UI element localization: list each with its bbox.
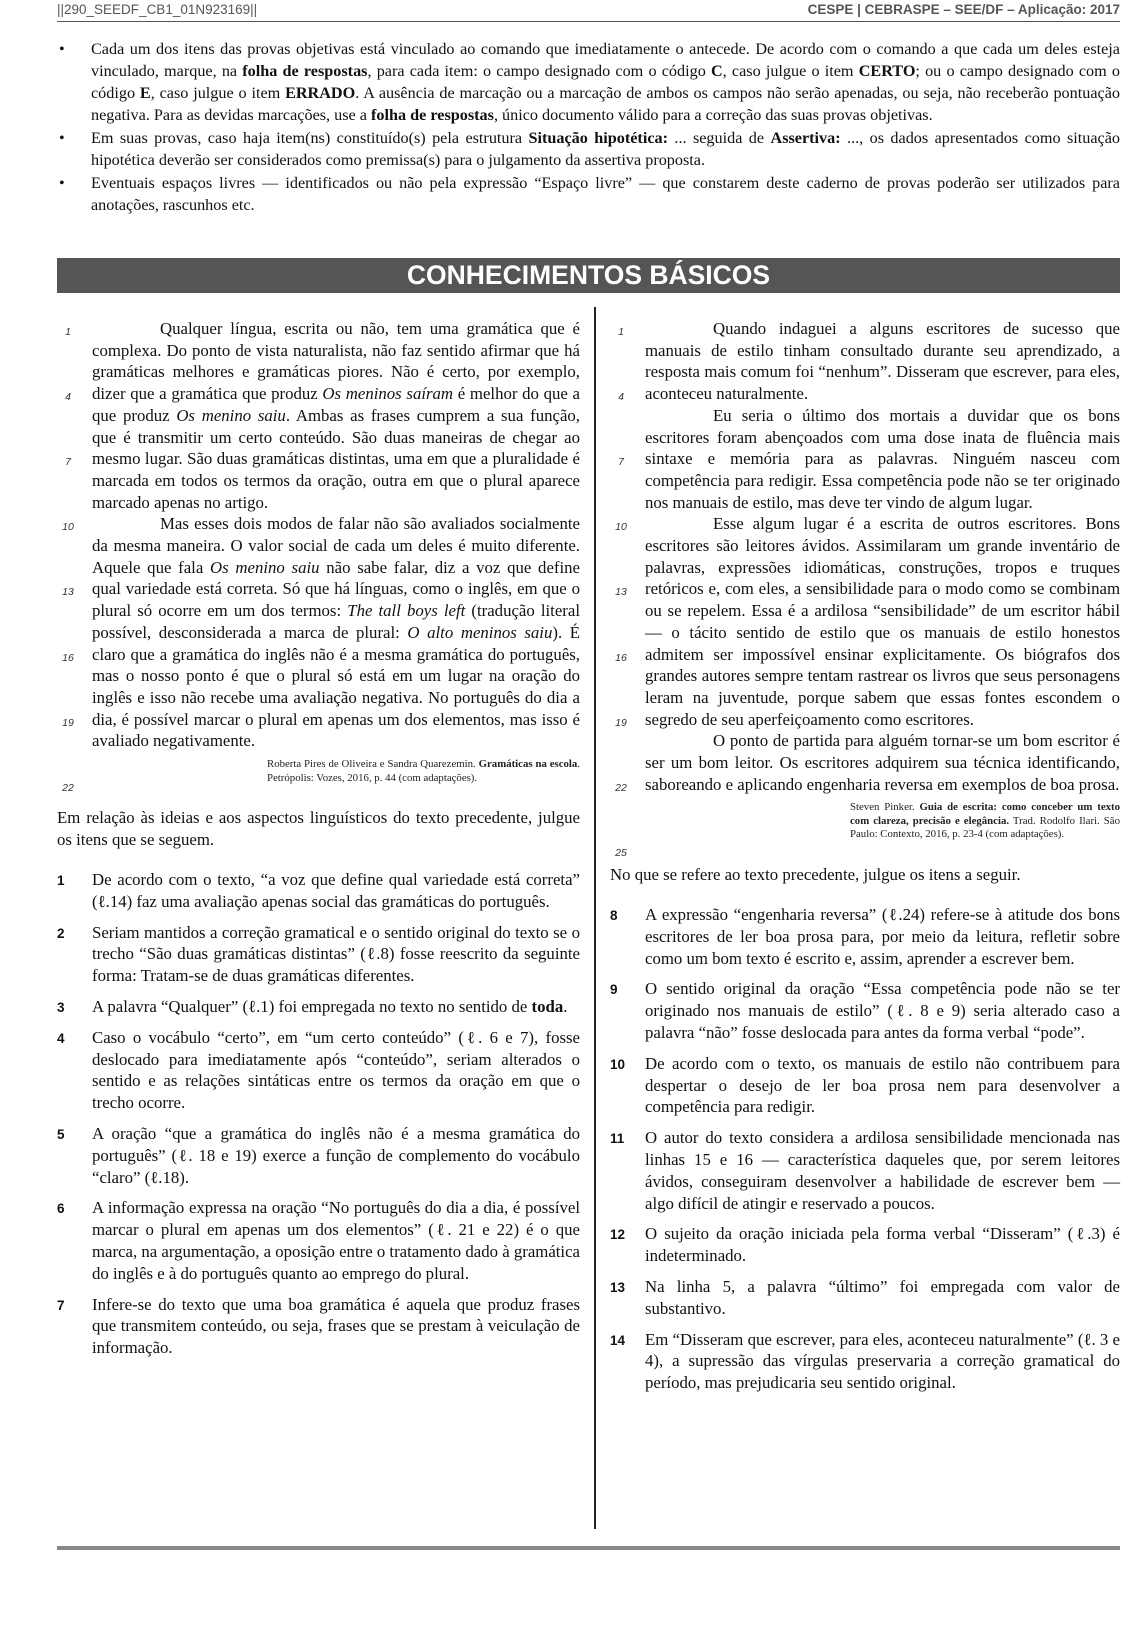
- text-run: O sujeito da oração iniciada pela forma verbal “Disseram” (ℓ.3) é indeterminado.: [645, 1224, 1120, 1266]
- text-source-1: [267, 758, 580, 785]
- text-paragraph: [92, 513, 580, 752]
- left-column: [57, 318, 580, 1368]
- line-number: 1: [65, 326, 71, 338]
- text-run: , caso julgue o item: [150, 84, 286, 102]
- line-number: 25: [615, 846, 627, 859]
- text-run: Em “Disseram que escrever, para eles, aconteceu naturalmente” (ℓ. 3 e 4), a supressão das vírgulas preservaria a correção gramatical do período, mas prejudicaria seu sentido original.: [645, 1329, 1120, 1393]
- item-number: 1: [57, 873, 65, 889]
- text-run: The tall boys left: [347, 601, 466, 621]
- question-items-2: [610, 904, 1120, 1394]
- bottom-rule: [57, 1546, 1120, 1550]
- text-run: . Ambas as frases cumprem a sua função, que é transmitir um certo conteúdo. São duas maneiras de chegar ao mesmo lugar. São duas gramáticas distintas, uma em que a pluralidade é marcada em todos os termos da oração, outra em que o plural aparece marcado apenas no artigo.: [92, 405, 580, 512]
- item-number: 5: [57, 1127, 65, 1143]
- line-number: 13: [615, 586, 627, 599]
- text-run: Esse algum lugar é a escrita de outros escritores. Bons escritores são leitores ávidos. Assimilaram um grande inventário de palavras, expressões idiomáticas, construções, tropos e truques retóricos e, com eles, a sensibilidade para o modo como se combinam ou se repelem. Essa é a ardilosa “sensibilidade” de um escritor hábil — o tácito sentido de estilo que os manuais de estilo honestos admitem ser impossível ensinar explicitamente. Os biógrafos dos grandes autores sempre tentam rastrear os livros que seus personagens leram na juventude, porque sabem que essas fontes escondem o segredo de seu aperfeiçoamento como escritores.: [645, 514, 1120, 729]
- text-run: , único documento válido para a correção das suas provas objetivas.: [493, 106, 933, 124]
- text-run: Os menino saiu: [176, 405, 286, 425]
- question-item: [610, 978, 1120, 1043]
- line-number: 19: [62, 716, 74, 729]
- text-run: não sabe falar, diz a voz que define qual variedade está correta. Só que há línguas, como o inglês, em que o plural só ocorre em um dos termos:: [92, 557, 580, 621]
- item-number: 4: [57, 1030, 65, 1046]
- text-run: O autor do texto considera a ardilosa sensibilidade mencionada nas linhas 15 e 16 — característica daqueles que, por serem leitores ávidos, conseguiram desenvolver a habilidade de escrever bem — algo difícil de atingir e reservado a poucos.: [645, 1128, 1120, 1213]
- text-paragraph: [645, 513, 1120, 730]
- question-prompt-1: Em relação às ideias e aos aspectos linguísticos do texto precedente, julgue os itens que se seguem.: [57, 808, 580, 850]
- text-run: . Petrópolis: Vozes, 2016, p. 44 (com adaptações).: [267, 758, 580, 784]
- text-run: ... seguida de: [668, 129, 771, 147]
- text-run: Os menino saiu: [210, 557, 320, 577]
- text-run: De acordo com o texto, “a voz que define qual variedade está correta” (ℓ.14) faz uma avaliação apenas social das gramáticas do português.: [92, 870, 580, 911]
- text-run: Eventuais espaços livres — identificados ou não pela expressão “Espaço livre” — que constarem deste caderno de provas poderão ser utilizados para anotações, rascunhos etc.: [91, 174, 1120, 214]
- item-number: 8: [610, 907, 618, 923]
- text-run: , caso julgue o item: [722, 62, 859, 80]
- text-run: ; ou o campo designado com o código: [91, 62, 1120, 102]
- instruction-item: [57, 172, 1120, 216]
- item-number: 14: [610, 1332, 626, 1348]
- line-number: 10: [615, 521, 627, 534]
- line-number: 16: [615, 651, 627, 664]
- text-run: O ponto de partida para alguém tornar-se um bom escritor é ser um bom leitor. Os escritores adquirem sua técnica identificando, saboreando e aplicando engenharia reversa em exemplos de boa prosa.: [645, 731, 1120, 794]
- line-number: 4: [65, 391, 71, 404]
- text-run: Caso o vocábulo “certo”, em “um certo conteúdo” (ℓ. 6 e 7), fosse deslocado para imediatamente após “conteúdo”, seriam alterados o sentido e as relações sintáticas entre os termos da oração em que o trecho ocorre.: [92, 1027, 580, 1113]
- item-number: 6: [57, 1201, 65, 1217]
- question-item: [57, 996, 580, 1018]
- question-item: [610, 1127, 1120, 1214]
- text-run: A expressão “engenharia reversa” (ℓ.24) refere-se à atitude dos bons escritores de ler boa prosa para, por meio da leitura, refletir sobre como um bom texto é escrito e, assim, aprender a escrever bem.: [645, 904, 1120, 968]
- text-run: Cada um dos itens das provas objetivas está vinculado ao comando que imediatamente o antecede. De acordo com o comando a que cada um deles esteja vinculado, marque, na: [91, 40, 1120, 80]
- item-number: 9: [610, 982, 618, 998]
- question-item: [610, 904, 1120, 969]
- text-run: toda: [531, 997, 564, 1017]
- text-paragraph: [645, 730, 1120, 795]
- instruction-item: [57, 38, 1120, 126]
- right-column: [610, 318, 1120, 1403]
- text-run: A informação expressa na oração “No português do dia a dia, é possível marcar o plural em apenas um dos elementos” (ℓ. 21 e 22) é o que marca, na argumentação, a oposição entre o tratamento dado à gramática do inglês e à do português quanto ao emprego do plural.: [92, 1198, 580, 1283]
- exam-title: CESPE | CEBRASPE – SEE/DF – Aplicação: 2017: [807, 2, 1120, 17]
- text-run: folha de respostas: [371, 106, 494, 124]
- text-run: O alto meninos saiu: [407, 622, 553, 642]
- column-divider: [594, 307, 596, 1529]
- text-run: Assertiva:: [770, 129, 841, 147]
- text-run: Steven Pinker.: [850, 801, 920, 814]
- text-source-2: [850, 801, 1120, 842]
- text-run: é melhor do que a que produz: [92, 384, 581, 425]
- text-run: Roberta Pires de Oliveira e Sandra Quarezemin.: [267, 758, 479, 771]
- text-run: ..., os dados apresentados como situação hipotética deverão ser considerados como premissa(s) para o julgamento da assertiva proposta.: [91, 129, 1121, 169]
- text-run: Guia de escrita: como conceber um texto com clareza, precisão e elegância.: [850, 801, 1120, 827]
- text-run: Em suas provas, caso haja item(ns) constituído(s) pela estrutura: [91, 129, 529, 147]
- text-run: . A ausência de marcação ou a marcação de ambos os campos não serão apenadas, ou seja, não receberão pontuação negativa. Para as devidas marcações, use a: [91, 84, 1120, 124]
- text-run: Seriam mantidos a correção gramatical e o sentido original do texto se o trecho “São duas gramáticas distintas” (ℓ.8) fosse reescrito da seguinte forma: Tratam-se de duas gramáticas diferentes.: [92, 922, 580, 986]
- text-run: Infere-se do texto que uma boa gramática é aquela que produz frases que transmitem conteúdo, ou seja, frases que se prestam à veiculação de informação.: [92, 1294, 580, 1358]
- line-number: 22: [615, 781, 627, 794]
- question-item: [57, 1294, 580, 1359]
- text-paragraph: [645, 405, 1120, 514]
- text-run: De acordo com o texto, os manuais de estilo não contribuem para despertar o desejo de ler boa prosa nem para desenvolver a competência para redigir.: [645, 1053, 1120, 1117]
- line-number: 10: [62, 521, 74, 534]
- line-number: 1: [618, 326, 624, 338]
- text-run: O sentido original da oração “Essa competência pode não se ter originado nos manuais de estilo” (ℓ. 8 e 9) seria alterado caso a palavra “não” fosse deslocada para antes da forma verbal “pode”.: [645, 979, 1120, 1042]
- item-number: 7: [57, 1297, 65, 1313]
- line-number: 16: [62, 651, 74, 664]
- item-number: 13: [610, 1279, 626, 1295]
- item-number: 10: [610, 1056, 626, 1072]
- text-run: C: [710, 62, 723, 80]
- text-paragraph: [645, 318, 1120, 405]
- question-item: [57, 869, 580, 913]
- question-item: [610, 1053, 1120, 1118]
- line-number: 7: [618, 456, 624, 469]
- line-number: 7: [65, 456, 71, 469]
- question-prompt-2: No que se refere ao texto precedente, julgue os itens a seguir.: [610, 864, 1021, 884]
- question-item: [57, 1123, 580, 1188]
- text-run: (tradução literal possível, desconsiderada a marca de plural:: [92, 601, 580, 642]
- text-run: E: [139, 84, 151, 102]
- page-header: [57, 0, 1120, 22]
- question-item: [610, 1329, 1120, 1394]
- text-run: Gramáticas na escola: [478, 758, 578, 771]
- text-run: A oração “que a gramática do inglês não é a mesma gramática do português” (ℓ. 18 e 19) exerce a função de complemento do vocábulo “claro” (ℓ.18).: [92, 1124, 580, 1187]
- text-run: CERTO: [858, 62, 916, 80]
- question-item: [57, 1197, 580, 1284]
- instructions-list: [57, 38, 1120, 217]
- line-number: 22: [62, 781, 74, 794]
- text-run: .: [563, 997, 568, 1017]
- item-number: 2: [57, 925, 65, 941]
- exam-code: ||290_SEEDF_CB1_01N923169||: [57, 2, 258, 17]
- text-run: ERRADO: [285, 84, 356, 102]
- text-run: Mas esses dois modos de falar não são avaliados socialmente da mesma maneira. O valor social de cada um deles é muito diferente. Aquele que fala: [92, 514, 580, 577]
- item-number: 3: [57, 1000, 65, 1016]
- question-item: [610, 1276, 1120, 1320]
- line-number: 4: [618, 391, 624, 404]
- text-run: Na linha 5, a palavra “último” foi empregada com valor de substantivo.: [645, 1276, 1120, 1318]
- text-run: Qualquer língua, escrita ou não, tem uma gramática que é complexa. Do ponto de vista naturalista, não faz sentido afirmar que há gramáticas melhores e gramáticas piores. Não é certo, por exemplo, dizer que a gramática que produz: [92, 319, 580, 404]
- section-title: CONHECIMENTOS BÁSICOS: [57, 258, 1120, 293]
- text-run: Os meninos saíram: [322, 384, 454, 404]
- text-run: Situação hipotética:: [528, 129, 668, 147]
- question-items-1: [57, 869, 580, 1359]
- text-run: ). É claro que a gramática do inglês não é a mesma gramática do português, mas o nosso ponto é que o plural só está em um lugar na oração do inglês e isso não recebe uma avaliação negativa. No português do dia a dia, é possível marcar o plural em apenas um dos elementos, mas isso é avaliado negativamente.: [92, 622, 580, 751]
- text-run: , para cada item: o campo designado com o código: [367, 62, 711, 80]
- question-item: [57, 922, 580, 987]
- text-run: Eu seria o último dos mortais a duvidar que os bons escritores foram abençoados com uma dose inata de fluência mais sintaxe e memória para as palavras. Ninguém nasceu com competência para redigir. Essa competência pode não se ter originado nos manuais de estilo, mas deve ter vindo de algum lugar.: [645, 405, 1120, 512]
- text-run: A palavra “Qualquer” (ℓ.1) foi empregada no texto no sentido de: [92, 997, 532, 1017]
- question-item: [57, 1027, 580, 1114]
- text-run: Quando indaguei a alguns escritores de sucesso que manuais de estilo tinham consultado durante seu aprendizado, a resposta mais comum foi “nenhum”. Disseram que escrever, para eles, aconteceu naturalmente.: [645, 319, 1120, 404]
- item-number: 11: [610, 1131, 625, 1147]
- text-paragraph: [92, 318, 580, 513]
- text-run: folha de respostas: [242, 62, 368, 80]
- item-number: 12: [610, 1227, 626, 1243]
- line-number: 13: [62, 586, 74, 599]
- instruction-item: [57, 127, 1120, 171]
- text-run: Trad. Rodolfo Ilari. São Paulo: Contexto, 2016, p. 23-4 (com adaptações).: [850, 814, 1120, 841]
- line-number: 19: [615, 716, 627, 729]
- question-item: [610, 1223, 1120, 1267]
